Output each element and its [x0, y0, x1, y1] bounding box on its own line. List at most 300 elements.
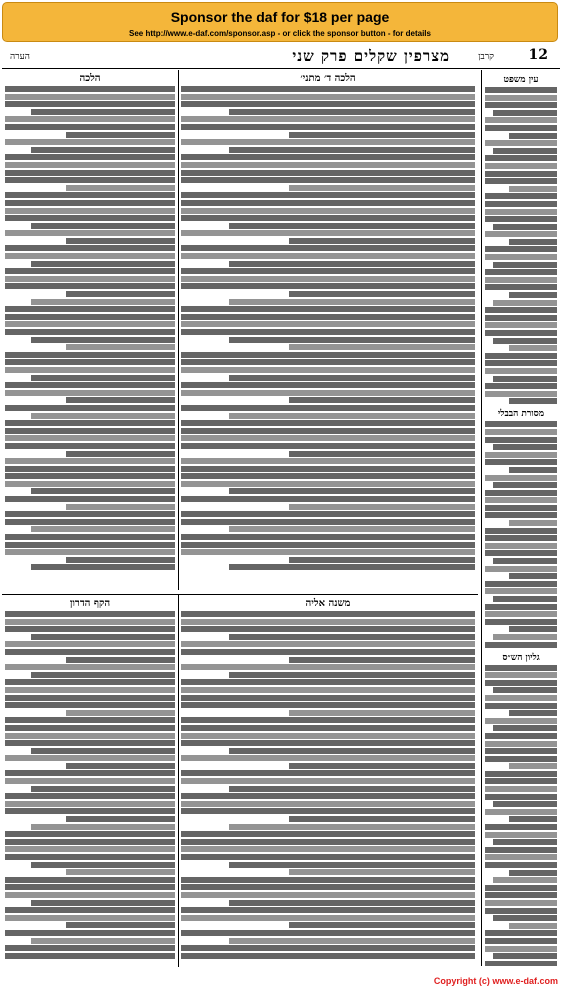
text-line — [229, 299, 475, 305]
sponsor-banner[interactable] — [2, 2, 558, 42]
text-line — [66, 344, 175, 350]
text-line — [5, 321, 175, 327]
text-line — [509, 870, 557, 876]
text-line — [5, 619, 175, 625]
text-line — [289, 504, 475, 510]
page-header — [2, 46, 560, 69]
text-line — [66, 657, 175, 663]
text-line — [485, 125, 557, 131]
text-line — [181, 892, 475, 898]
text-line — [509, 239, 557, 245]
text-line — [181, 405, 475, 411]
text-line — [181, 443, 475, 449]
text-line — [485, 163, 557, 169]
text-line — [5, 428, 175, 434]
text-line — [493, 634, 557, 640]
text-line — [5, 740, 175, 746]
text-line — [181, 215, 475, 221]
text-line — [5, 702, 175, 708]
text-line — [229, 786, 475, 792]
text-line — [509, 345, 557, 351]
text-line — [31, 634, 175, 640]
text-line — [181, 177, 475, 183]
text-line — [5, 755, 175, 761]
text-line — [5, 725, 175, 731]
text-line — [181, 740, 475, 746]
text-line — [5, 253, 175, 259]
text-line — [181, 953, 475, 959]
text-line — [485, 284, 557, 290]
text-line — [66, 397, 175, 403]
text-line — [5, 687, 175, 693]
text-line — [485, 854, 557, 860]
text-line — [5, 283, 175, 289]
text-line — [181, 702, 475, 708]
text-line — [31, 488, 175, 494]
text-line — [485, 505, 557, 511]
text-line — [181, 116, 475, 122]
text-line — [229, 261, 475, 267]
text-line — [5, 481, 175, 487]
text-line — [485, 269, 557, 275]
text-line — [5, 649, 175, 655]
text-line — [181, 534, 475, 540]
text-line — [181, 664, 475, 670]
text-line — [229, 900, 475, 906]
text-line — [229, 564, 475, 570]
text-line — [66, 291, 175, 297]
text-line — [229, 862, 475, 868]
text-line — [5, 94, 175, 100]
text-line — [485, 535, 557, 541]
text-line — [66, 869, 175, 875]
text-line — [181, 367, 475, 373]
text-line — [181, 930, 475, 936]
text-line — [289, 291, 475, 297]
text-line — [66, 451, 175, 457]
text-line — [5, 268, 175, 274]
text-line — [485, 452, 557, 458]
text-line — [229, 147, 475, 153]
text-line — [181, 778, 475, 784]
text-line — [5, 329, 175, 335]
text-line — [485, 95, 557, 101]
text-line — [5, 930, 175, 936]
text-line — [5, 496, 175, 502]
text-line — [181, 755, 475, 761]
left-section-heading: הלכה — [79, 73, 101, 84]
text-line — [5, 162, 175, 168]
text-line — [229, 488, 475, 494]
text-line — [181, 481, 475, 487]
text-line — [509, 923, 557, 929]
text-line — [485, 102, 557, 108]
text-line — [181, 649, 475, 655]
text-line — [485, 307, 557, 313]
bottom-main-lines — [178, 611, 478, 959]
text-line — [181, 101, 475, 107]
text-line — [5, 101, 175, 107]
text-line — [485, 771, 557, 777]
text-line — [181, 192, 475, 198]
text-line — [5, 808, 175, 814]
text-line — [485, 360, 557, 366]
page-number: 12 — [528, 47, 548, 63]
text-line — [5, 679, 175, 685]
text-line — [485, 900, 557, 906]
text-line — [181, 877, 475, 883]
text-line — [181, 314, 475, 320]
text-line — [181, 519, 475, 525]
text-line — [5, 208, 175, 214]
text-line — [5, 154, 175, 160]
text-line — [485, 680, 557, 686]
commentary-left-lines — [2, 86, 178, 570]
text-line — [31, 824, 175, 830]
text-line — [289, 238, 475, 244]
text-line — [485, 695, 557, 701]
text-line — [5, 945, 175, 951]
text-line — [181, 626, 475, 632]
text-line — [485, 475, 557, 481]
text-line — [5, 200, 175, 206]
main-text-lines — [178, 86, 478, 570]
text-line — [485, 140, 557, 146]
text-line — [229, 634, 475, 640]
text-line — [485, 588, 557, 594]
text-line — [31, 938, 175, 944]
text-line — [289, 763, 475, 769]
text-line — [289, 710, 475, 716]
sidebar-references — [481, 70, 560, 966]
text-line — [493, 376, 557, 382]
text-line — [289, 657, 475, 663]
text-line — [31, 564, 175, 570]
text-line — [5, 215, 175, 221]
text-line — [289, 816, 475, 822]
text-line — [5, 177, 175, 183]
talmud-page — [2, 46, 560, 976]
text-line — [485, 741, 557, 747]
text-line — [493, 148, 557, 154]
text-line — [289, 185, 475, 191]
text-line — [181, 846, 475, 852]
sidebar-heading-2: מסורת הבבלי — [497, 409, 545, 420]
text-line — [5, 390, 175, 396]
text-line — [181, 276, 475, 282]
text-line — [181, 359, 475, 365]
text-line — [181, 839, 475, 845]
text-line — [5, 458, 175, 464]
text-line — [5, 352, 175, 358]
text-line — [5, 778, 175, 784]
text-line — [5, 695, 175, 701]
text-line — [5, 664, 175, 670]
page-title: מצרפין שקלים פרק שני — [292, 47, 450, 65]
text-line — [31, 786, 175, 792]
text-line — [181, 321, 475, 327]
text-line — [493, 915, 557, 921]
text-line — [485, 178, 557, 184]
text-line — [5, 733, 175, 739]
text-line — [5, 519, 175, 525]
sidebar-lines-3 — [482, 665, 560, 966]
text-line — [485, 604, 557, 610]
text-line — [181, 306, 475, 312]
bottom-left-heading: הקף הדרון — [69, 598, 111, 609]
text-line — [181, 230, 475, 236]
text-line — [229, 824, 475, 830]
text-line — [289, 132, 475, 138]
copyright-link[interactable]: Copyright (c) www.e-daf.com — [433, 976, 558, 986]
text-line — [485, 892, 557, 898]
text-line — [485, 322, 557, 328]
text-line — [485, 277, 557, 283]
text-line — [485, 117, 557, 123]
sponsor-subtitle: See http://www.e-daf.com/sponsor.asp - or click the sponsor button - for details — [129, 29, 431, 38]
text-line — [5, 892, 175, 898]
text-line — [485, 778, 557, 784]
text-line — [31, 261, 175, 267]
text-line — [493, 596, 557, 602]
text-line — [229, 413, 475, 419]
text-line — [5, 793, 175, 799]
text-line — [5, 717, 175, 723]
text-line — [485, 809, 557, 815]
text-line — [289, 922, 475, 928]
text-line — [5, 839, 175, 845]
text-line — [485, 930, 557, 936]
text-line — [66, 504, 175, 510]
text-line — [66, 816, 175, 822]
text-line — [181, 435, 475, 441]
text-line — [509, 763, 557, 769]
text-line — [181, 200, 475, 206]
text-line — [5, 314, 175, 320]
text-line — [5, 641, 175, 647]
text-line — [181, 420, 475, 426]
text-line — [5, 542, 175, 548]
text-line — [5, 854, 175, 860]
text-line — [229, 375, 475, 381]
text-line — [485, 619, 557, 625]
text-line — [485, 353, 557, 359]
text-line — [66, 238, 175, 244]
text-line — [229, 223, 475, 229]
text-line — [229, 526, 475, 532]
text-line — [485, 254, 557, 260]
text-line — [485, 550, 557, 556]
text-line — [485, 672, 557, 678]
text-line — [181, 619, 475, 625]
text-line — [31, 413, 175, 419]
text-line — [181, 390, 475, 396]
text-line — [181, 687, 475, 693]
text-line — [485, 209, 557, 215]
text-line — [5, 382, 175, 388]
text-line — [289, 451, 475, 457]
text-line — [509, 186, 557, 192]
text-line — [509, 573, 557, 579]
text-line — [181, 679, 475, 685]
text-line — [485, 756, 557, 762]
text-line — [485, 733, 557, 739]
text-line — [485, 961, 557, 966]
text-line — [31, 223, 175, 229]
text-line — [485, 512, 557, 518]
text-line — [485, 315, 557, 321]
text-line — [509, 520, 557, 526]
text-line — [181, 915, 475, 921]
text-line — [5, 473, 175, 479]
text-line — [493, 224, 557, 230]
text-line — [5, 116, 175, 122]
sidebar-heading-1: עין משפט — [503, 75, 539, 85]
text-line — [485, 703, 557, 709]
text-line — [181, 94, 475, 100]
text-line — [5, 846, 175, 852]
text-line — [485, 231, 557, 237]
text-line — [181, 770, 475, 776]
text-line — [5, 276, 175, 282]
text-line — [509, 816, 557, 822]
text-line — [485, 155, 557, 161]
text-line — [5, 907, 175, 913]
text-line — [31, 526, 175, 532]
text-line — [493, 110, 557, 116]
bottom-left-lines — [2, 611, 178, 959]
text-line — [485, 490, 557, 496]
text-line — [485, 847, 557, 853]
text-line — [181, 245, 475, 251]
text-line — [289, 344, 475, 350]
text-line — [5, 192, 175, 198]
text-line — [181, 717, 475, 723]
text-line — [181, 268, 475, 274]
text-line — [5, 549, 175, 555]
text-line — [493, 300, 557, 306]
text-line — [181, 695, 475, 701]
text-line — [66, 557, 175, 563]
main-section-heading: הלכה ד׳ מתני׳ — [300, 73, 356, 84]
text-line — [181, 253, 475, 259]
text-line — [485, 497, 557, 503]
text-line — [493, 482, 557, 488]
text-line — [485, 437, 557, 443]
text-line — [181, 801, 475, 807]
sponsor-title: Sponsor the daf for $18 per page — [170, 9, 390, 25]
text-line — [5, 466, 175, 472]
text-line — [493, 262, 557, 268]
text-line — [493, 338, 557, 344]
text-line — [485, 391, 557, 397]
text-line — [181, 162, 475, 168]
text-line — [485, 330, 557, 336]
text-line — [485, 794, 557, 800]
text-line — [181, 473, 475, 479]
text-line — [181, 466, 475, 472]
text-line — [485, 459, 557, 465]
text-line — [5, 170, 175, 176]
text-line — [5, 230, 175, 236]
text-line — [5, 770, 175, 776]
text-line — [181, 641, 475, 647]
text-line — [5, 801, 175, 807]
text-line — [5, 420, 175, 426]
text-line — [229, 938, 475, 944]
text-line — [5, 831, 175, 837]
text-line — [31, 375, 175, 381]
text-line — [5, 86, 175, 92]
text-line — [485, 786, 557, 792]
text-line — [5, 877, 175, 883]
text-line — [66, 922, 175, 928]
text-line — [493, 725, 557, 731]
bottom-main-heading: משנה אליה — [305, 598, 351, 609]
text-line — [181, 542, 475, 548]
text-line — [66, 185, 175, 191]
text-line — [485, 193, 557, 199]
text-line — [485, 528, 557, 534]
text-line — [31, 672, 175, 678]
text-line — [5, 915, 175, 921]
text-line — [181, 725, 475, 731]
text-line — [509, 398, 557, 404]
text-line — [485, 201, 557, 207]
text-line — [509, 710, 557, 716]
text-line — [181, 208, 475, 214]
text-line — [485, 862, 557, 868]
text-line — [181, 496, 475, 502]
text-line — [509, 467, 557, 473]
sidebar-lines-1 — [482, 87, 560, 404]
text-line — [66, 132, 175, 138]
text-line — [485, 566, 557, 572]
text-line — [181, 428, 475, 434]
text-line — [181, 793, 475, 799]
text-line — [181, 352, 475, 358]
text-line — [5, 626, 175, 632]
header-right-label: קרבן — [478, 52, 494, 62]
text-line — [485, 543, 557, 549]
text-line — [493, 839, 557, 845]
text-line — [493, 953, 557, 959]
text-line — [5, 443, 175, 449]
text-line — [485, 832, 557, 838]
text-line — [181, 733, 475, 739]
text-line — [485, 216, 557, 222]
text-line — [5, 139, 175, 145]
text-line — [493, 801, 557, 807]
text-line — [509, 292, 557, 298]
main-text-column — [178, 70, 478, 590]
text-line — [181, 511, 475, 517]
text-line — [485, 885, 557, 891]
text-line — [485, 171, 557, 177]
text-line — [181, 124, 475, 130]
text-line — [181, 831, 475, 837]
text-line — [485, 383, 557, 389]
text-line — [289, 397, 475, 403]
text-line — [181, 945, 475, 951]
text-line — [229, 109, 475, 115]
text-line — [31, 862, 175, 868]
text-line — [31, 337, 175, 343]
text-line — [5, 435, 175, 441]
text-line — [5, 245, 175, 251]
commentary-left-column — [2, 70, 179, 590]
text-line — [31, 147, 175, 153]
